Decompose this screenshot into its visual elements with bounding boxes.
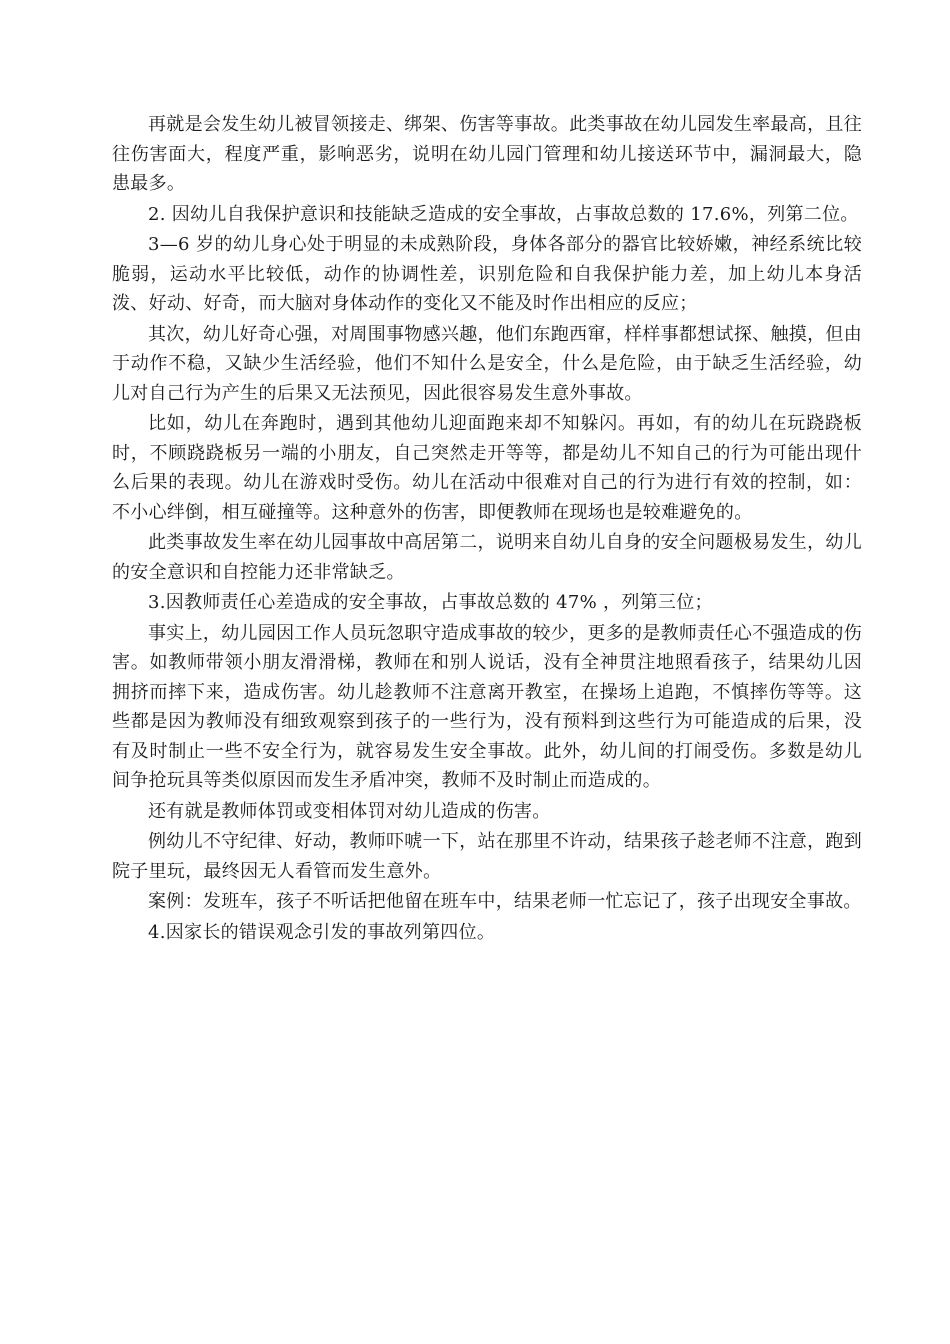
- paragraph-child-development: 3—6 岁的幼儿身心处于明显的未成熟阶段，身体各部分的器官比较娇嫩，神经系统比较脆弱，运动水平比较低，动作的协调性差，识别危险和自我保护能力差，加上幼儿本身活泼、好动、好奇，而大脑对身体动作的变化又不能及时作出相应的反应；: [112, 234, 862, 314]
- paragraph-punishment-example: 例幼儿不守纪律、好动，教师吓唬一下，站在那里不许动，结果孩子趁老师不注意，跑到院子里玩，最终因无人看管而发生意外。: [112, 831, 862, 882]
- paragraph-heading-self-protection: 2. 因幼儿自我保护意识和技能缺乏造成的安全事故，占事故总数的 17.6%，列第二位。: [148, 203, 859, 225]
- paragraph-case-bus: 案例：发班车，孩子不听话把他留在班车中，结果老师一忙忘记了，孩子出现安全事故。: [148, 891, 862, 912]
- paragraph-examples: 比如，幼儿在奔跑时，遇到其他幼儿迎面跑来却不知躲闪。再如，有的幼儿在玩跷跷板时，不顾跷跷板另一端的小朋友，自己突然走开等等，都是幼儿不知自己的行为可能出现什么后果的表现。幼儿在游戏时受伤。幼儿在活动中很难对自己的行为进行有效的控制，如：不小心绊倒，相互碰撞等。这种意外的伤害，即便教师在现场也是较难避免的。: [112, 413, 862, 523]
- paragraph-kidnapping-accidents: 再就是会发生幼儿被冒领接走、绑架、伤害等事故。此类事故在幼儿园发生率最高，且往往伤害面大，程度严重，影响恶劣，说明在幼儿园门管理和幼儿接送环节中，漏洞最大，隐患最多。: [112, 114, 862, 194]
- paragraph-heading-parents: 4.因家长的错误观念引发的事故列第四位。: [148, 921, 496, 943]
- paragraph-second-rank-summary: 此类事故发生率在幼儿园事故中高居第二，说明来自幼儿自身的安全问题极易发生，幼儿的安全意识和自控能力还非常缺乏。: [112, 532, 862, 583]
- paragraph-heading-teacher-responsibility: 3.因教师责任心差造成的安全事故，占事故总数的 47% ，列第三位；: [148, 592, 713, 613]
- paragraph-teacher-negligence: 事实上，幼儿园因工作人员玩忽职守造成事故的较少，更多的是教师责任心不强造成的伤害。如教师带领小朋友滑滑梯，教师在和别人说话，没有全神贯注地照看孩子，结果幼儿因拥挤而摔下来，造成伤害。幼儿趁教师不注意离开教室，在操场上追跑，不慎摔伤等等。这些都是因为教师没有细致观察到孩子的一些行为，没有预料到这些行为可能造成的后果，没有及时制止一些不安全行为，就容易发生安全事故。此外，幼儿间的打闹受伤。多数是幼儿间争抢玩具等类似原因而发生矛盾冲突，教师不及时制止而造成的。: [112, 622, 862, 791]
- document-page: [112, 110, 862, 948]
- paragraph-curiosity: 其次，幼儿好奇心强，对周围事物感兴趣，他们东跑西窜，样样事都想试探、触摸，但由于动作不稳，又缺少生活经验，他们不知什么是安全，什么是危险，由于缺乏生活经验，幼儿对自己行为产生的后果又无法预见，因此很容易发生意外事故。: [112, 323, 862, 404]
- paragraph-corporal-punishment: 还有就是教师体罚或变相体罚对幼儿造成的伤害。: [148, 800, 551, 822]
